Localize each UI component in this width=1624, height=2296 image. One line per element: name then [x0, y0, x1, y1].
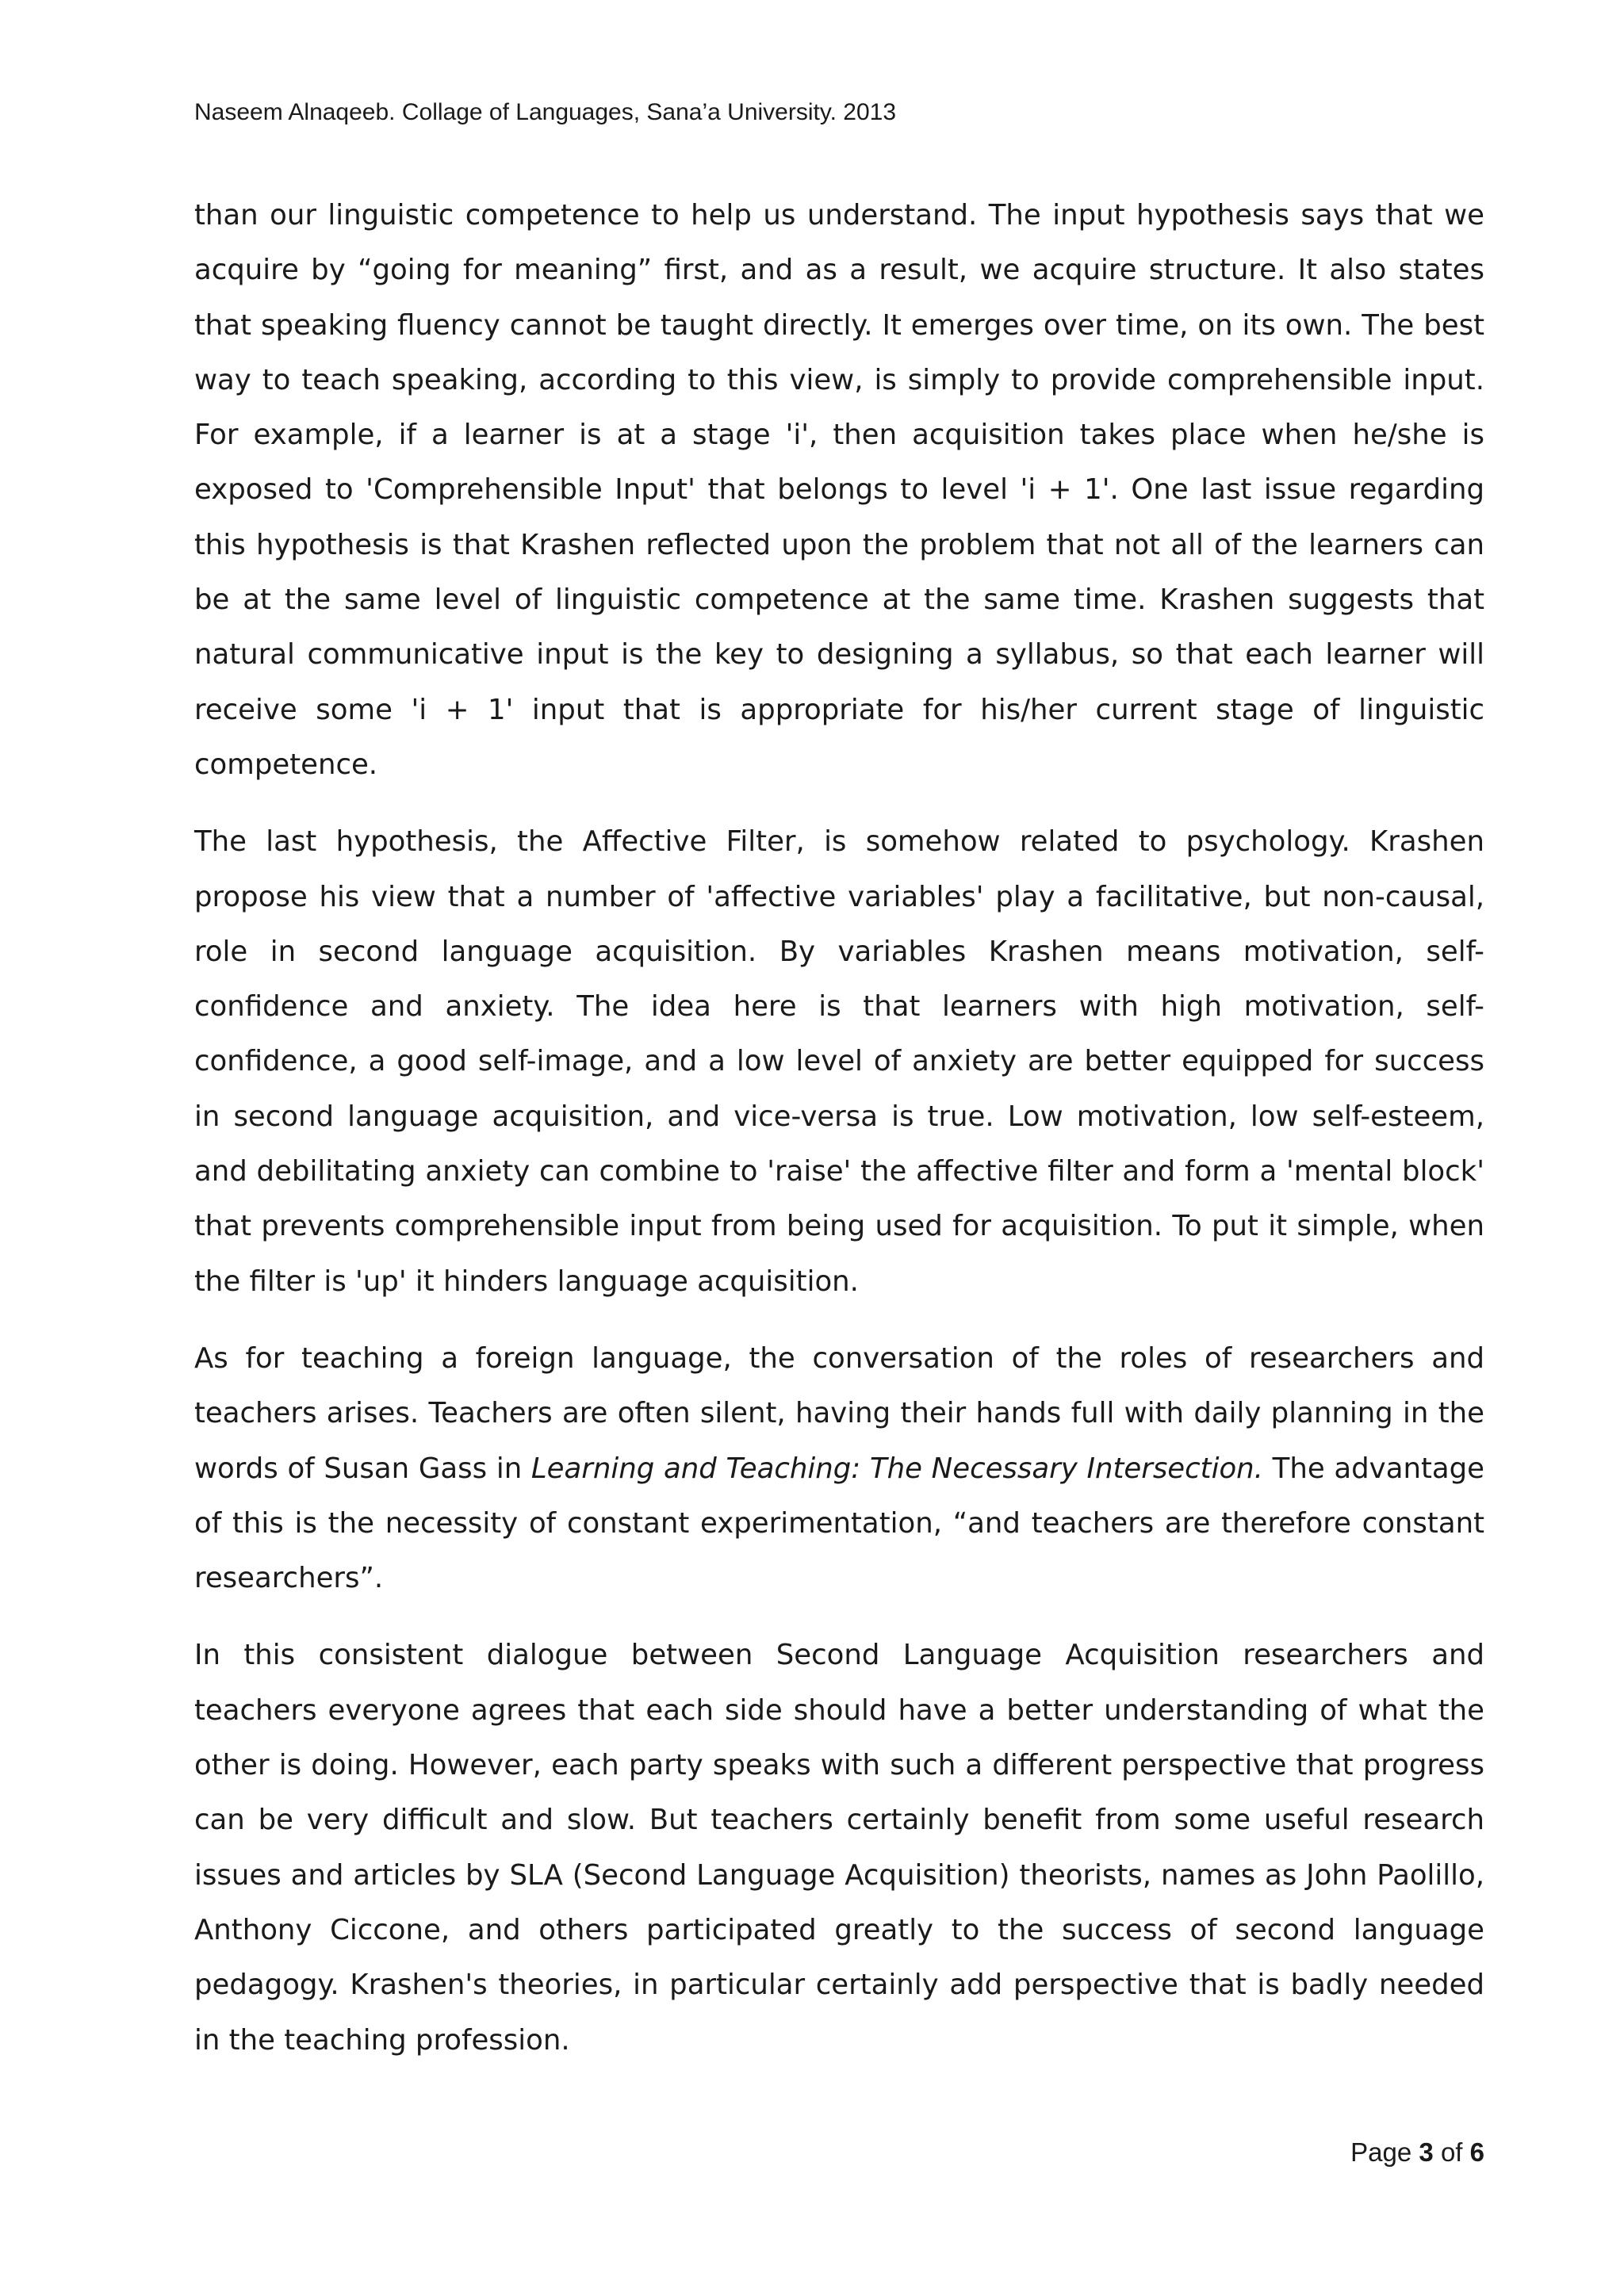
total-pages-number: 6: [1469, 2137, 1484, 2167]
current-page-number: 3: [1419, 2137, 1434, 2167]
paragraph-text: The last hypothesis, the Affective Filter, is somehow related to psychology. Krashen propose his view that a number of 'affective variables' play a facilitative, but non-causal, role in second language acquisition. By variables Krashen means motivation, self-confidence and anxiety. The idea here is that learners with high motivation, self-confidence, a good self-image, and a low level of anxiety are better equipped for success in second language acquisition, and vice-versa is true. Low motivation, low self-esteem, and debilitating anxiety can combine to 'raise' the affective filter and form a 'mental block' that prevents comprehensible input from being used for acquisition. To put it simple, when the filter is 'up' it hinders language acquisition.: [194, 825, 1484, 1298]
book-title: Learning and Teaching: The Necessary Intersection.: [530, 1452, 1263, 1485]
paragraph-text: In this consistent dialogue between Second Language Acquisition researchers and teachers everyone agrees that each side should have a better understanding of what the other is doing. However, each party speaks with such a different perspective that progress can be very difficult and slow. But teachers certainly benefit from some useful research issues and articles by SLA (Second Language Acquisition) theorists, names as John Paolillo, Anthony Ciccone, and others participated greatly to the success of second language pedagogy. Krashen's theories, in particular certainly add perspective that is badly needed in the teaching profession.: [194, 1639, 1484, 2057]
running-header: Naseem Alnaqeeb. Collage of Languages, Sana’a University. 2013: [194, 99, 897, 125]
of-label: of: [1433, 2137, 1470, 2167]
page-number: [1350, 2135, 1484, 2170]
paragraph-input-hypothesis: [194, 188, 1484, 792]
paragraph-sla-dialogue: [194, 1628, 1484, 2067]
paragraph-text: than our linguistic competence to help us understand. The input hypothesis says that we acquire by “going for meaning” first, and as a result, we acquire structure. It also states that speaking fluency cannot be taught directly. It emerges over time, on its own. The best way to teach speaking, according to this view, is simply to provide comprehensible input. For example, if a learner is at a stage 'i', then acquisition takes place when he/she is exposed to 'Comprehensible Input' that belongs to level 'i + 1'. One last issue regarding this hypothesis is that Krashen reflected upon the problem that not all of the learners can be at the same level of linguistic competence at the same time. Krashen suggests that natural communicative input is the key to designing a syllabus, so that each learner will receive some 'i + 1' input that is appropriate for his/her current stage of linguistic competence.: [194, 199, 1484, 781]
paragraph-affective-filter: [194, 814, 1484, 1309]
page-label: Page: [1350, 2137, 1419, 2167]
body-text: [194, 188, 1484, 2090]
paragraph-teaching-foreign-language: [194, 1331, 1484, 1605]
paragraph-text: The advantage of this is the necessity of constant experimentation, “and teachers are therefore constant researchers”.: [194, 1452, 1484, 1595]
paragraph-text: As for teaching a foreign language, the conversation of the roles of researchers and teachers arises. Teachers are often silent, having their hands full with daily planning in the words of Susan Gass in: [194, 1341, 1484, 1485]
